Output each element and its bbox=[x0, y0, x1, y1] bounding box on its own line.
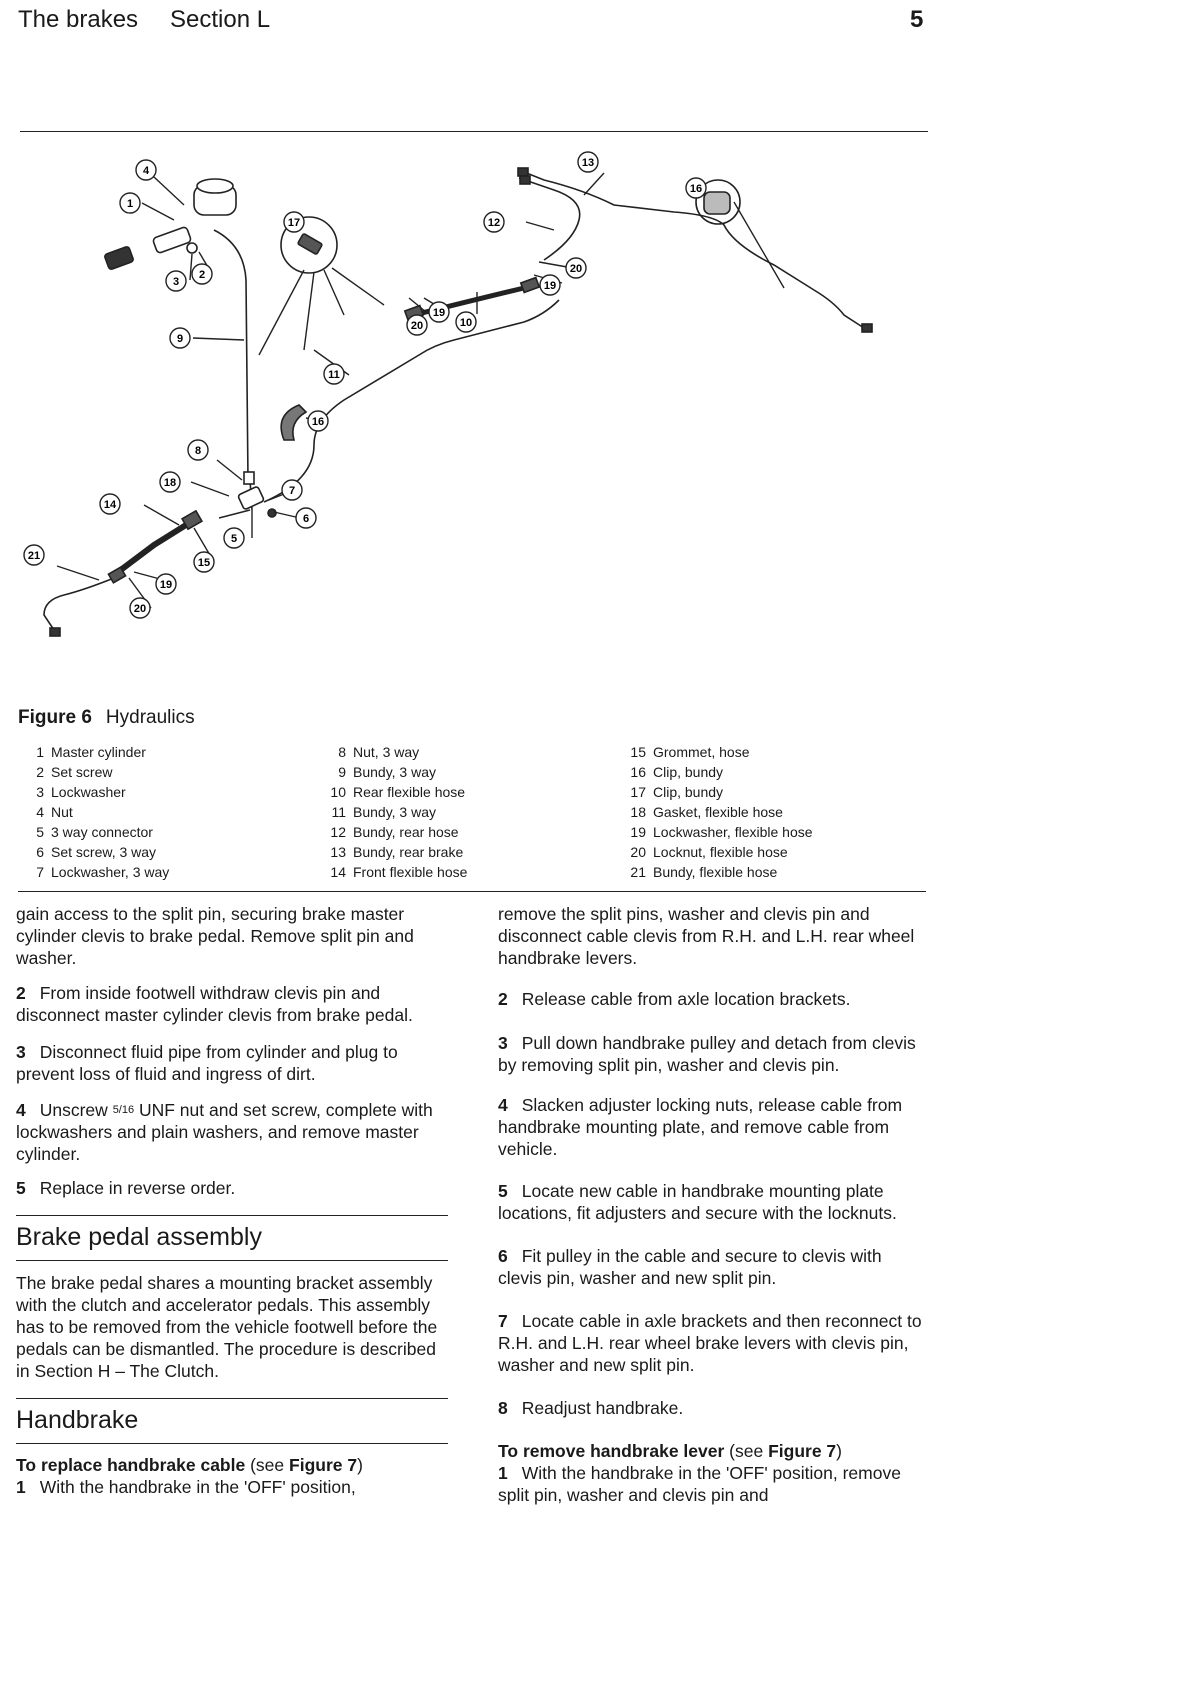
sub-heading-text: To remove handbrake lever bbox=[498, 1441, 725, 1461]
callout-label: 21 bbox=[27, 550, 41, 562]
callout-label: 2 bbox=[198, 269, 206, 281]
figure-reference-link[interactable]: Figure 7 bbox=[289, 1455, 358, 1475]
legend-text: Locknut, flexible hose bbox=[653, 844, 788, 860]
legend-item bbox=[320, 742, 467, 762]
legend-number: 1 bbox=[36, 744, 44, 760]
left-step-2 bbox=[16, 982, 448, 1026]
page-header-title: The brakes bbox=[18, 6, 139, 33]
legend-item bbox=[620, 862, 813, 882]
callout-label: 8 bbox=[194, 445, 202, 457]
callout-label: 19 bbox=[159, 579, 173, 591]
lever-step-1 bbox=[498, 1462, 930, 1506]
see-prefix: (see bbox=[250, 1455, 285, 1475]
step-text: Unscrew bbox=[39, 1100, 108, 1120]
legend-text: Clip, bundy bbox=[653, 784, 724, 800]
right-step-2 bbox=[498, 988, 930, 1010]
step-number: 3 bbox=[498, 1033, 508, 1053]
left-step-4 bbox=[16, 1099, 448, 1165]
figure-caption bbox=[18, 707, 195, 729]
front-flexible-hose bbox=[114, 520, 194, 575]
legend-text: Front flexible hose bbox=[353, 864, 468, 880]
sub-heading-remove-lever bbox=[498, 1440, 930, 1462]
clevis bbox=[152, 226, 191, 253]
step-number: 2 bbox=[498, 989, 508, 1009]
legend-text: Gasket, flexible hose bbox=[653, 804, 783, 820]
step-text: Readjust handbrake. bbox=[521, 1398, 684, 1418]
callout-label: 17 bbox=[287, 217, 301, 229]
step-number: 3 bbox=[16, 1042, 26, 1062]
step-number: 4 bbox=[498, 1095, 508, 1115]
legend-number: 15 bbox=[630, 744, 646, 760]
right-step-8 bbox=[498, 1397, 930, 1419]
left-step-3 bbox=[16, 1041, 448, 1085]
legend-number: 12 bbox=[330, 824, 346, 840]
legend-text: Set screw bbox=[51, 764, 113, 780]
legend-item bbox=[18, 802, 169, 822]
callout-label: 19 bbox=[543, 280, 557, 292]
header-rule bbox=[20, 131, 928, 132]
callout-label: 9 bbox=[176, 333, 184, 345]
legend-text: Lockwasher, flexible hose bbox=[653, 824, 813, 840]
step-number: 1 bbox=[16, 1477, 26, 1497]
step-text: Release cable from axle location brackets. bbox=[521, 989, 851, 1009]
legend-item bbox=[620, 782, 813, 802]
set-screw bbox=[187, 243, 197, 253]
legend-text: Bundy, rear hose bbox=[353, 824, 459, 840]
legend-text: Nut bbox=[51, 804, 73, 820]
legend-item bbox=[18, 762, 169, 782]
page-header-section: Section L bbox=[170, 6, 271, 33]
clip-bundy-rear bbox=[704, 192, 730, 214]
section-rule bbox=[16, 1443, 448, 1444]
callout-label: 15 bbox=[197, 557, 211, 569]
legend-text: Bundy, flexible hose bbox=[653, 864, 778, 880]
see-suffix: ) bbox=[836, 1441, 842, 1461]
step-text: Fit pulley in the cable and secure to clevis with clevis pin, washer and new split pin. bbox=[498, 1246, 882, 1288]
step-number: 4 bbox=[16, 1100, 26, 1120]
callout-label: 11 bbox=[328, 369, 340, 381]
step-number: 1 bbox=[498, 1463, 508, 1483]
left-column bbox=[16, 903, 448, 1498]
step-text: Replace in reverse order. bbox=[39, 1178, 236, 1198]
legend-number: 6 bbox=[36, 844, 44, 860]
figure-label: Figure 6 bbox=[18, 707, 92, 728]
legend-text: Bundy, 3 way bbox=[353, 764, 437, 780]
legend-item bbox=[18, 742, 169, 762]
legend-item bbox=[620, 802, 813, 822]
legend-item bbox=[620, 822, 813, 842]
rear-hose-end bbox=[521, 278, 539, 293]
clip-bundy bbox=[281, 405, 306, 440]
legend-item bbox=[620, 762, 813, 782]
callout-label: 20 bbox=[569, 263, 583, 275]
legend-number: 14 bbox=[330, 864, 346, 880]
callout-label: 1 bbox=[126, 198, 134, 210]
see-suffix: ) bbox=[357, 1455, 363, 1475]
cable-step-1 bbox=[16, 1476, 448, 1498]
legend-number: 8 bbox=[338, 744, 346, 760]
callout-label: 10 bbox=[459, 317, 473, 329]
callout-label: 5 bbox=[230, 533, 238, 545]
pipe-end-rear bbox=[862, 324, 872, 332]
bundy-3way-pipe bbox=[214, 230, 248, 480]
left-intro: gain access to the split pin, securing brake master cylinder clevis to brake pedal. Remove split pin and washer. bbox=[16, 904, 414, 968]
callout-label: 4 bbox=[142, 165, 150, 177]
callout-label: 18 bbox=[163, 477, 177, 489]
three-way-set-screw bbox=[268, 509, 276, 517]
right-step-4 bbox=[498, 1094, 930, 1160]
legend-column-3 bbox=[620, 742, 813, 882]
legend-item bbox=[620, 742, 813, 762]
bundy-rear-hose bbox=[519, 178, 580, 260]
callout-label: 7 bbox=[288, 485, 296, 497]
callout-group bbox=[24, 152, 706, 618]
step-number: 8 bbox=[498, 1398, 508, 1418]
heading-handbrake: Handbrake bbox=[16, 1406, 139, 1434]
sub-heading-replace-cable bbox=[16, 1454, 448, 1476]
callout-label: 16 bbox=[689, 183, 703, 195]
callout-label: 6 bbox=[302, 513, 310, 525]
legend-number: 7 bbox=[36, 864, 44, 880]
step-text: UNF nut and set screw, complete with lockwashers and plain washers, and remove master cylinder. bbox=[16, 1100, 433, 1164]
legend-number: 3 bbox=[36, 784, 44, 800]
legend-text: Set screw, 3 way bbox=[51, 844, 157, 860]
legend-item bbox=[320, 802, 467, 822]
legend-number: 19 bbox=[630, 824, 646, 840]
right-column bbox=[498, 903, 930, 1506]
legend-text: Lockwasher bbox=[51, 784, 126, 800]
section-rule bbox=[16, 1260, 448, 1261]
brake-pedal-text: The brake pedal shares a mounting bracket assembly with the clutch and accelerator pedals. This assembly has to be removed from the vehicle footwell before the pedals can be dismantled. The procedure is described in Section H – The Clutch. bbox=[16, 1273, 438, 1381]
legend-text: Rear flexible hose bbox=[353, 784, 466, 800]
figure-reference-link[interactable]: Figure 7 bbox=[768, 1441, 837, 1461]
legend-text: Nut, 3 way bbox=[353, 744, 420, 760]
callout-label: 19 bbox=[432, 307, 446, 319]
legend-number: 5 bbox=[36, 824, 44, 840]
legend-text: Clip, bundy bbox=[653, 764, 724, 780]
sub-heading-text: To replace handbrake cable bbox=[16, 1455, 246, 1475]
step-text: With the handbrake in the 'OFF' position, remove split pin, washer and clevis pin and bbox=[498, 1463, 901, 1505]
legend-number: 10 bbox=[330, 784, 346, 800]
page-number: 5 bbox=[910, 6, 924, 33]
step-text: Disconnect fluid pipe from cylinder and plug to prevent loss of fluid and ingress of dirt. bbox=[16, 1042, 398, 1084]
figure-title: Hydraulics bbox=[105, 707, 195, 728]
legend-number: 9 bbox=[338, 764, 346, 780]
step-number: 5 bbox=[498, 1181, 508, 1201]
right-step-6 bbox=[498, 1245, 930, 1289]
legend-text: Grommet, hose bbox=[653, 744, 750, 760]
legend-number: 17 bbox=[630, 784, 646, 800]
three-way-nut bbox=[244, 472, 254, 484]
heading-brake-pedal-assembly: Brake pedal assembly bbox=[16, 1223, 262, 1251]
legend-item bbox=[320, 862, 467, 882]
bundy-flexible-hose bbox=[44, 578, 114, 630]
callout-label: 12 bbox=[487, 217, 501, 229]
legend-column-1 bbox=[18, 742, 169, 882]
fraction: 5/16 bbox=[112, 1104, 135, 1116]
legend-item bbox=[320, 782, 467, 802]
right-intro: remove the split pins, washer and clevis pin and disconnect cable clevis from R.H. and L.H. rear wheel handbrake levers. bbox=[498, 904, 915, 968]
legend-number: 18 bbox=[630, 804, 646, 820]
left-step-5 bbox=[16, 1177, 448, 1199]
step-number: 7 bbox=[498, 1311, 508, 1331]
legend-column-2 bbox=[320, 742, 467, 882]
three-way-connector bbox=[238, 486, 265, 510]
step-number: 5 bbox=[16, 1178, 26, 1198]
right-step-3 bbox=[498, 1032, 930, 1076]
legend-item bbox=[18, 822, 169, 842]
components bbox=[50, 168, 872, 636]
legend-item bbox=[320, 822, 467, 842]
legend-text: Bundy, 3 way bbox=[353, 804, 437, 820]
legend-rule bbox=[18, 891, 926, 892]
callout-label: 20 bbox=[410, 320, 424, 332]
legend-number: 13 bbox=[330, 844, 346, 860]
step-text: Locate new cable in handbrake mounting plate locations, fit adjusters and secure with the locknuts. bbox=[498, 1181, 897, 1223]
hydraulics-diagram bbox=[14, 150, 934, 690]
legend-number: 4 bbox=[36, 804, 44, 820]
callout-label: 20 bbox=[133, 603, 147, 615]
legend-number: 11 bbox=[331, 804, 346, 820]
legend-item bbox=[320, 842, 467, 862]
section-rule bbox=[16, 1398, 448, 1399]
section-rule bbox=[16, 1215, 448, 1216]
legend-number: 21 bbox=[630, 864, 646, 880]
step-text: Slacken adjuster locking nuts, release cable from handbrake mounting plate, and remove cable from vehicle. bbox=[498, 1095, 903, 1159]
step-number: 2 bbox=[16, 983, 26, 1003]
legend-item bbox=[320, 762, 467, 782]
legend-number: 16 bbox=[630, 764, 646, 780]
legend-text: Master cylinder bbox=[51, 744, 146, 760]
legend-item bbox=[18, 862, 169, 882]
legend-item bbox=[18, 782, 169, 802]
legend-text: Lockwasher, 3 way bbox=[51, 864, 170, 880]
legend-item bbox=[620, 842, 813, 862]
callout-label: 14 bbox=[103, 499, 117, 511]
legend-item bbox=[18, 842, 169, 862]
step-text: Pull down handbrake pulley and detach from clevis by removing split pin, washer and clevis pin. bbox=[498, 1033, 916, 1075]
step-text: From inside footwell withdraw clevis pin and disconnect master cylinder clevis from brake pedal. bbox=[16, 983, 413, 1025]
legend-text: 3 way connector bbox=[51, 824, 153, 840]
legend-number: 20 bbox=[630, 844, 646, 860]
legend-number: 2 bbox=[36, 764, 44, 780]
pipe-end-front bbox=[50, 628, 60, 636]
step-text: Locate cable in axle brackets and then reconnect to R.H. and L.H. rear wheel brake levers with clevis pin, washer and new split pin. bbox=[498, 1311, 922, 1375]
right-step-7 bbox=[498, 1310, 930, 1376]
callout-label: 16 bbox=[311, 416, 325, 428]
step-number: 6 bbox=[498, 1246, 508, 1266]
step-text: With the handbrake in the 'OFF' position, bbox=[39, 1477, 356, 1497]
see-prefix: (see bbox=[729, 1441, 764, 1461]
callout-label: 13 bbox=[581, 157, 595, 169]
callout-label: 3 bbox=[172, 276, 180, 288]
legend-text: Bundy, rear brake bbox=[353, 844, 464, 860]
right-step-5 bbox=[498, 1180, 930, 1224]
